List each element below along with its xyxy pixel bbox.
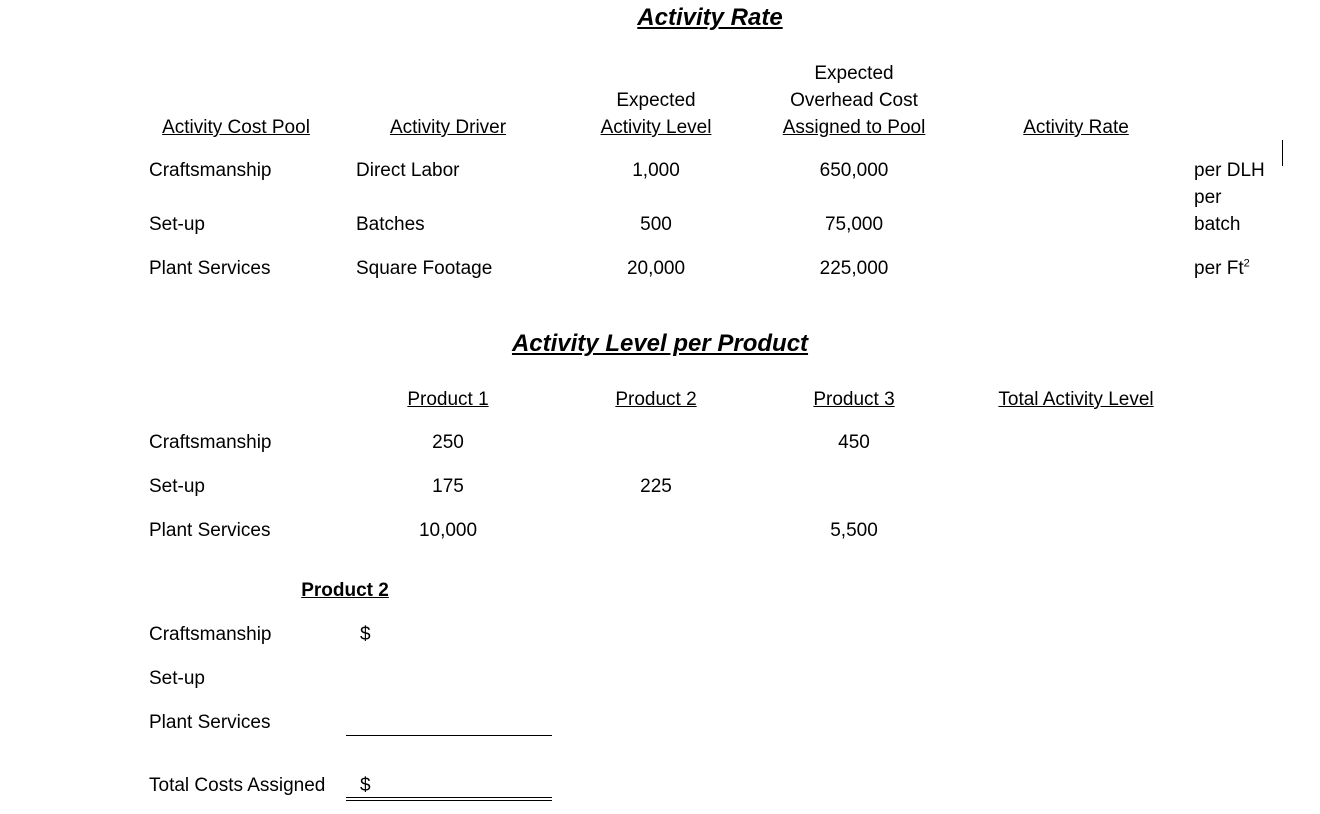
total-double-underline-top [346, 797, 552, 798]
rate-row-setup-overhead: 75,000 [824, 214, 884, 235]
rate-row-setup-level: 500 [640, 214, 672, 235]
header-activity-rate: Activity Rate [1023, 117, 1129, 138]
header-product-2: Product 2 [615, 389, 697, 410]
level-row-plant-services-pool: Plant Services [149, 520, 271, 541]
rate-row-setup-pool: Set-up [149, 214, 205, 235]
rate-row-craftsmanship-driver: Direct Labor [356, 160, 460, 181]
product2-row-plant-services-pool: Plant Services [149, 712, 271, 733]
header-expected-activity-level [601, 87, 712, 141]
rate-row-craftsmanship-overhead: 650,000 [819, 160, 889, 181]
rate-row-craftsmanship-level: 1,000 [632, 160, 680, 181]
level-row-craftsmanship-pool: Craftsmanship [149, 432, 272, 453]
rate-row-setup-driver: Batches [356, 214, 425, 235]
text-cursor [1282, 140, 1283, 166]
total-double-underline-bottom [346, 800, 552, 801]
rate-row-craftsmanship-pool: Craftsmanship [149, 160, 272, 181]
product2-row-craftsmanship-pool: Craftsmanship [149, 624, 272, 645]
level-row-setup-p2: 225 [640, 476, 672, 497]
total-costs-assigned-dollar: $ [360, 775, 371, 796]
header-activity-cost-pool: Activity Cost Pool [162, 117, 310, 138]
rate-row-plant-services-unit [1194, 255, 1250, 282]
level-row-plant-services-p3: 5,500 [830, 520, 878, 541]
rate-row-plant-services-overhead: 225,000 [819, 258, 889, 279]
header-expected-activity-level-line1: Expected [616, 90, 696, 111]
product2-row-craftsmanship-dollar: $ [360, 624, 371, 645]
rate-row-craftsmanship-unit: per DLH [1194, 160, 1265, 181]
header-expected-overhead-line2: Overhead Cost [790, 90, 918, 111]
rate-row-plant-services-unit-text: per Ft [1194, 258, 1244, 279]
header-expected-overhead-line3: Assigned to Pool [782, 117, 926, 138]
activity-rate-title: Activity Rate [637, 4, 783, 31]
rate-row-plant-services-driver: Square Footage [356, 258, 493, 279]
header-expected-overhead-line1: Expected [814, 63, 894, 84]
rate-row-plant-services-level: 20,000 [626, 258, 686, 279]
rate-row-plant-services-pool: Plant Services [149, 258, 271, 279]
header-product-1: Product 1 [407, 389, 489, 410]
level-row-craftsmanship-p3: 450 [838, 432, 870, 453]
rate-row-setup-unit-line2: batch [1194, 214, 1241, 235]
header-expected-overhead-cost [783, 60, 926, 141]
header-product-3: Product 3 [813, 389, 895, 410]
header-total-activity-level: Total Activity Level [998, 389, 1154, 410]
rate-row-plant-services-unit-sup: 2 [1243, 257, 1250, 270]
level-row-craftsmanship-p1: 250 [432, 432, 464, 453]
header-activity-driver: Activity Driver [389, 117, 507, 138]
subtotal-underline [346, 735, 552, 736]
level-row-plant-services-p1: 10,000 [418, 520, 478, 541]
product-2-heading: Product 2 [301, 580, 389, 601]
activity-level-per-product-title: Activity Level per Product [511, 330, 809, 357]
header-expected-activity-level-line2: Activity Level [600, 117, 712, 138]
total-costs-assigned-label: Total Costs Assigned [149, 775, 326, 796]
rate-row-setup-unit-line1: per [1194, 187, 1222, 208]
level-row-setup-p1: 175 [432, 476, 464, 497]
product2-row-setup-pool: Set-up [149, 668, 205, 689]
level-row-setup-pool: Set-up [149, 476, 205, 497]
